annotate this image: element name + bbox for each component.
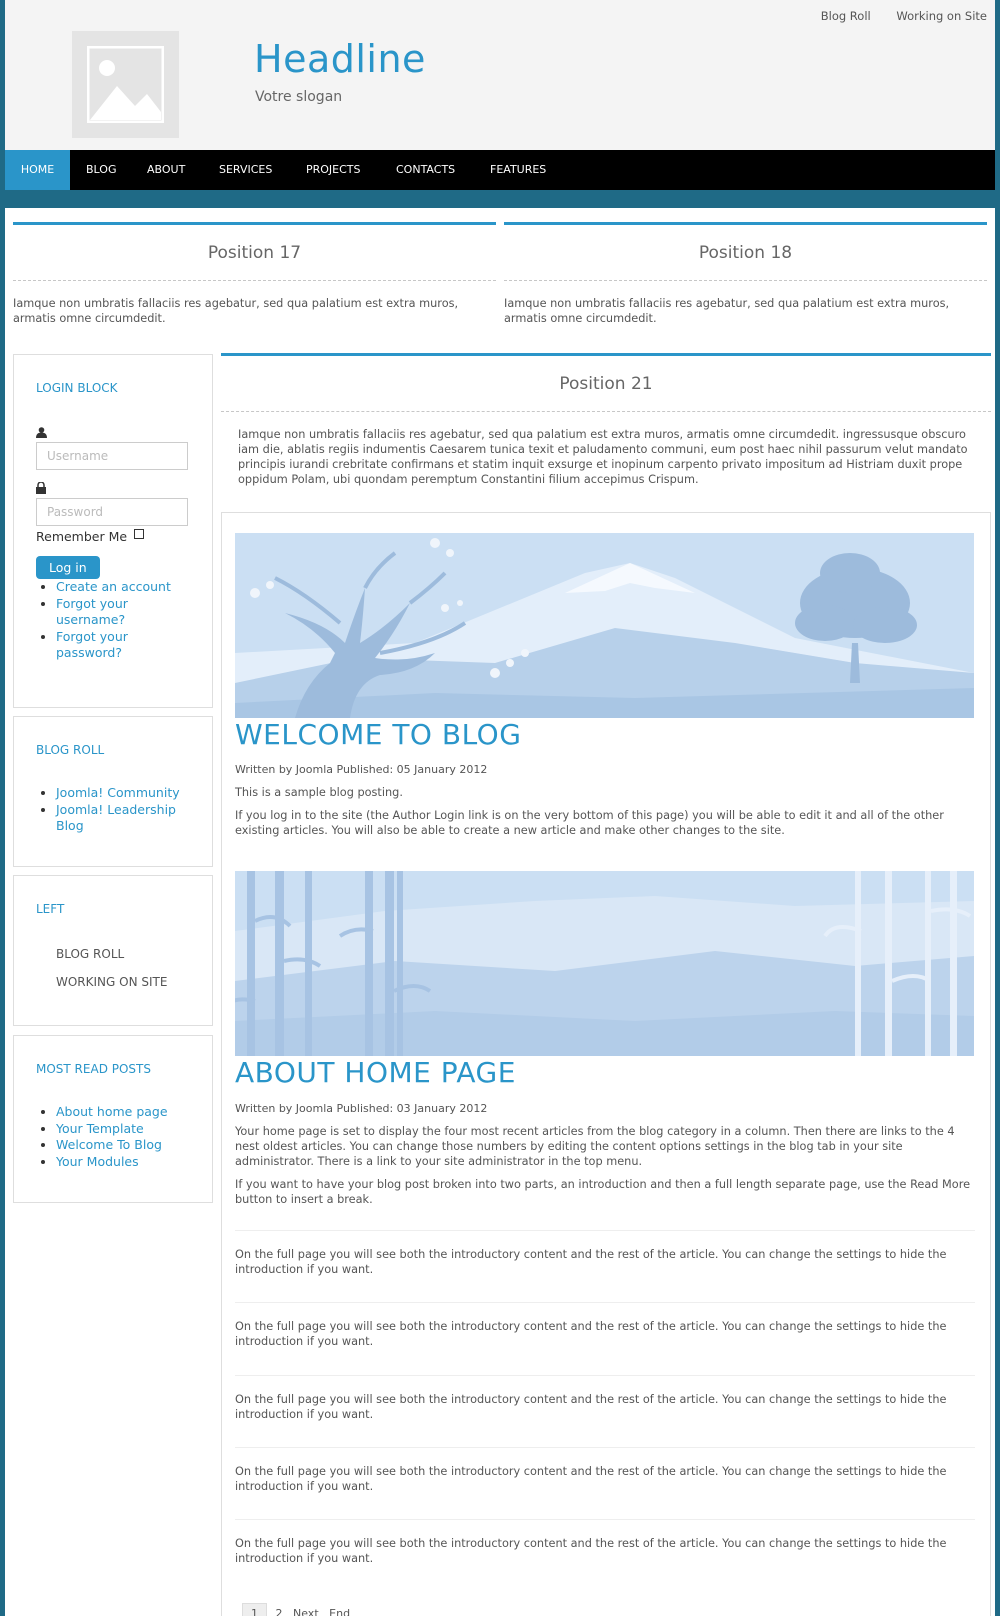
login-button[interactable]: Log in <box>36 556 100 579</box>
user-icon <box>36 427 190 441</box>
logo-placeholder-icon[interactable] <box>72 31 179 138</box>
left-menu-block <box>13 875 213 1026</box>
main-content <box>221 512 991 1616</box>
intro-item-5: On the full page you will see both the introductory content and the rest of the article. You can change the settings to hide the introduction if you want. <box>235 1537 947 1565</box>
list-item <box>56 596 190 629</box>
nav-services[interactable]: SERVICES <box>219 163 273 176</box>
about-home-image[interactable] <box>235 871 974 1056</box>
intro-item-1: On the full page you will see both the introductory content and the rest of the article. You can change the settings to hide the introduction if you want. <box>235 1248 947 1276</box>
top-links <box>799 9 987 23</box>
remember-checkbox[interactable] <box>134 529 144 539</box>
most-read-link-template[interactable]: Your Template <box>56 1120 144 1136</box>
list-item <box>56 785 190 802</box>
most-read-link-about-home[interactable]: About home page <box>56 1104 168 1119</box>
forgot-username-link[interactable]: Forgot your username? <box>56 595 128 627</box>
site-header <box>5 0 995 150</box>
nav-features[interactable]: FEATURES <box>490 163 547 176</box>
article-p1-about-home: Your home page is set to display the four most recent articles from the blog category in a column. Then there are links to the 4 nest oldest articles. You can change those numbers by editing the content options settings in the blog tab in your site administrator. There is a link to your site administrator in the top menu. <box>235 1125 955 1168</box>
position-21-title: Position 21 <box>221 356 991 412</box>
list-item <box>56 802 190 835</box>
lock-icon <box>36 482 190 497</box>
username-input[interactable]: Username <box>36 442 188 470</box>
page <box>5 0 995 1616</box>
intro-item-4: On the full page you will see both the introductory content and the rest of the article. You can change the settings to hide the introduction if you want. <box>235 1465 947 1493</box>
nav-about[interactable]: ABOUT <box>147 163 186 176</box>
list-item <box>56 1154 190 1171</box>
article-p2-about-home: If you want to have your blog post broken into two parts, an introduction and then a full length separate page, use the Read More button to insert a break. <box>235 1178 971 1206</box>
intro-item-3: On the full page you will see both the introductory content and the rest of the article. You can change the settings to hide the introduction if you want. <box>235 1393 947 1421</box>
list-item <box>56 1137 190 1154</box>
position-17-text: Iamque non umbratis fallaciis res agebatur, sed qua palatium est extra muros, armatis omne circumdedit. <box>13 297 459 325</box>
position-18-title: Position 18 <box>504 225 987 281</box>
left-menu-blog-roll[interactable]: BLOG ROLL <box>56 947 125 961</box>
position-21-text: Iamque non umbratis fallaciis res agebatur, sed qua palatium est extra muros, armatis omne circumdedit. ingressusque obscuro iam die, ablatis regiis indumentis Caesarem tunica texit et paludamento communi, eum post haec nihil passurum velut mandato principis iurandi crebritate confirmans et statim inquit exsurge et inopinum carpento privato impositum ad Histriam duxit prope oppidum Polam, ubi quondam peremptum Constantini filium accepimus Crispum. <box>238 428 968 486</box>
site-slogan: Votre slogan <box>255 89 343 105</box>
main-nav <box>5 150 995 190</box>
blog-roll-block <box>13 716 213 867</box>
list-item <box>56 1104 190 1121</box>
position-17 <box>13 222 496 326</box>
left-menu-title: LEFT <box>36 902 65 916</box>
blogroll-link-leadership[interactable]: Joomla! Leadership Blog <box>56 801 176 833</box>
blog-roll-title: BLOG ROLL <box>36 743 105 757</box>
article-p1-welcome: This is a sample blog posting. <box>235 786 403 799</box>
position-18-text: Iamque non umbratis fallaciis res agebatur, sed qua palatium est extra muros, armatis omne circumdedit. <box>504 297 950 325</box>
position-21 <box>221 353 991 487</box>
most-read-link-welcome[interactable]: Welcome To Blog <box>56 1137 162 1152</box>
intro-item-2: On the full page you will see both the introductory content and the rest of the article. You can change the settings to hide the introduction if you want. <box>235 1320 947 1348</box>
most-read-title: MOST READ POSTS <box>36 1062 151 1076</box>
article-title-welcome[interactable]: WELCOME TO BLOG <box>235 718 522 751</box>
article-meta-welcome: Written by Joomla Published: 05 January 2012 <box>235 763 488 776</box>
nav-contacts[interactable]: CONTACTS <box>396 163 456 176</box>
toplink-blog-roll[interactable]: Blog Roll <box>820 9 871 23</box>
toplink-working-on-site[interactable]: Working on Site <box>896 9 987 23</box>
page-current[interactable]: 1 <box>242 1603 267 1616</box>
divider <box>235 1302 975 1303</box>
remember-row <box>36 529 190 544</box>
divider <box>235 1519 975 1520</box>
left-menu <box>36 940 190 996</box>
most-read-block <box>13 1035 213 1203</box>
divider <box>235 1375 975 1376</box>
left-menu-working-on-site[interactable]: WORKING ON SITE <box>56 975 168 989</box>
welcome-blog-image[interactable] <box>235 533 974 718</box>
blogroll-link-community[interactable]: Joomla! Community <box>56 785 180 800</box>
list-item <box>56 579 190 596</box>
page-2-link[interactable]: 2 <box>275 1607 283 1616</box>
article-p2-welcome: If you log in to the site (the Author Login link is on the very bottom of this page) you will be able to edit it and all of the other existing articles. You will also be able to create a new article and make other changes to the site. <box>235 809 944 837</box>
nav-home[interactable]: HOME <box>5 150 70 190</box>
list-item <box>56 629 190 662</box>
login-links <box>36 579 190 662</box>
article-title-about-home[interactable]: ABOUT HOME PAGE <box>235 1056 516 1089</box>
position-18 <box>504 222 987 326</box>
nav-projects[interactable]: PROJECTS <box>306 163 361 176</box>
nav-blog[interactable]: BLOG <box>86 163 117 176</box>
position-17-title: Position 17 <box>13 225 496 281</box>
site-headline[interactable]: Headline <box>254 37 426 81</box>
list-item <box>56 1121 190 1138</box>
login-block <box>13 354 213 708</box>
divider <box>235 1447 975 1448</box>
remember-label: Remember Me <box>36 529 128 544</box>
nav-band <box>5 190 995 208</box>
blog-roll-list <box>36 785 190 835</box>
create-account-link[interactable]: Create an account <box>56 579 171 594</box>
end-link[interactable]: End <box>329 1607 351 1616</box>
password-input[interactable]: Password <box>36 498 188 526</box>
pagination <box>242 1603 350 1616</box>
forgot-password-link[interactable]: Forgot your password? <box>56 628 128 660</box>
login-block-title: LOGIN BLOCK <box>36 381 118 395</box>
divider <box>235 1230 975 1231</box>
most-read-link-modules[interactable]: Your Modules <box>56 1153 139 1169</box>
next-link[interactable]: Next <box>293 1607 319 1616</box>
most-read-list <box>36 1104 190 1170</box>
article-meta-about-home: Written by Joomla Published: 03 January 2012 <box>235 1102 488 1115</box>
